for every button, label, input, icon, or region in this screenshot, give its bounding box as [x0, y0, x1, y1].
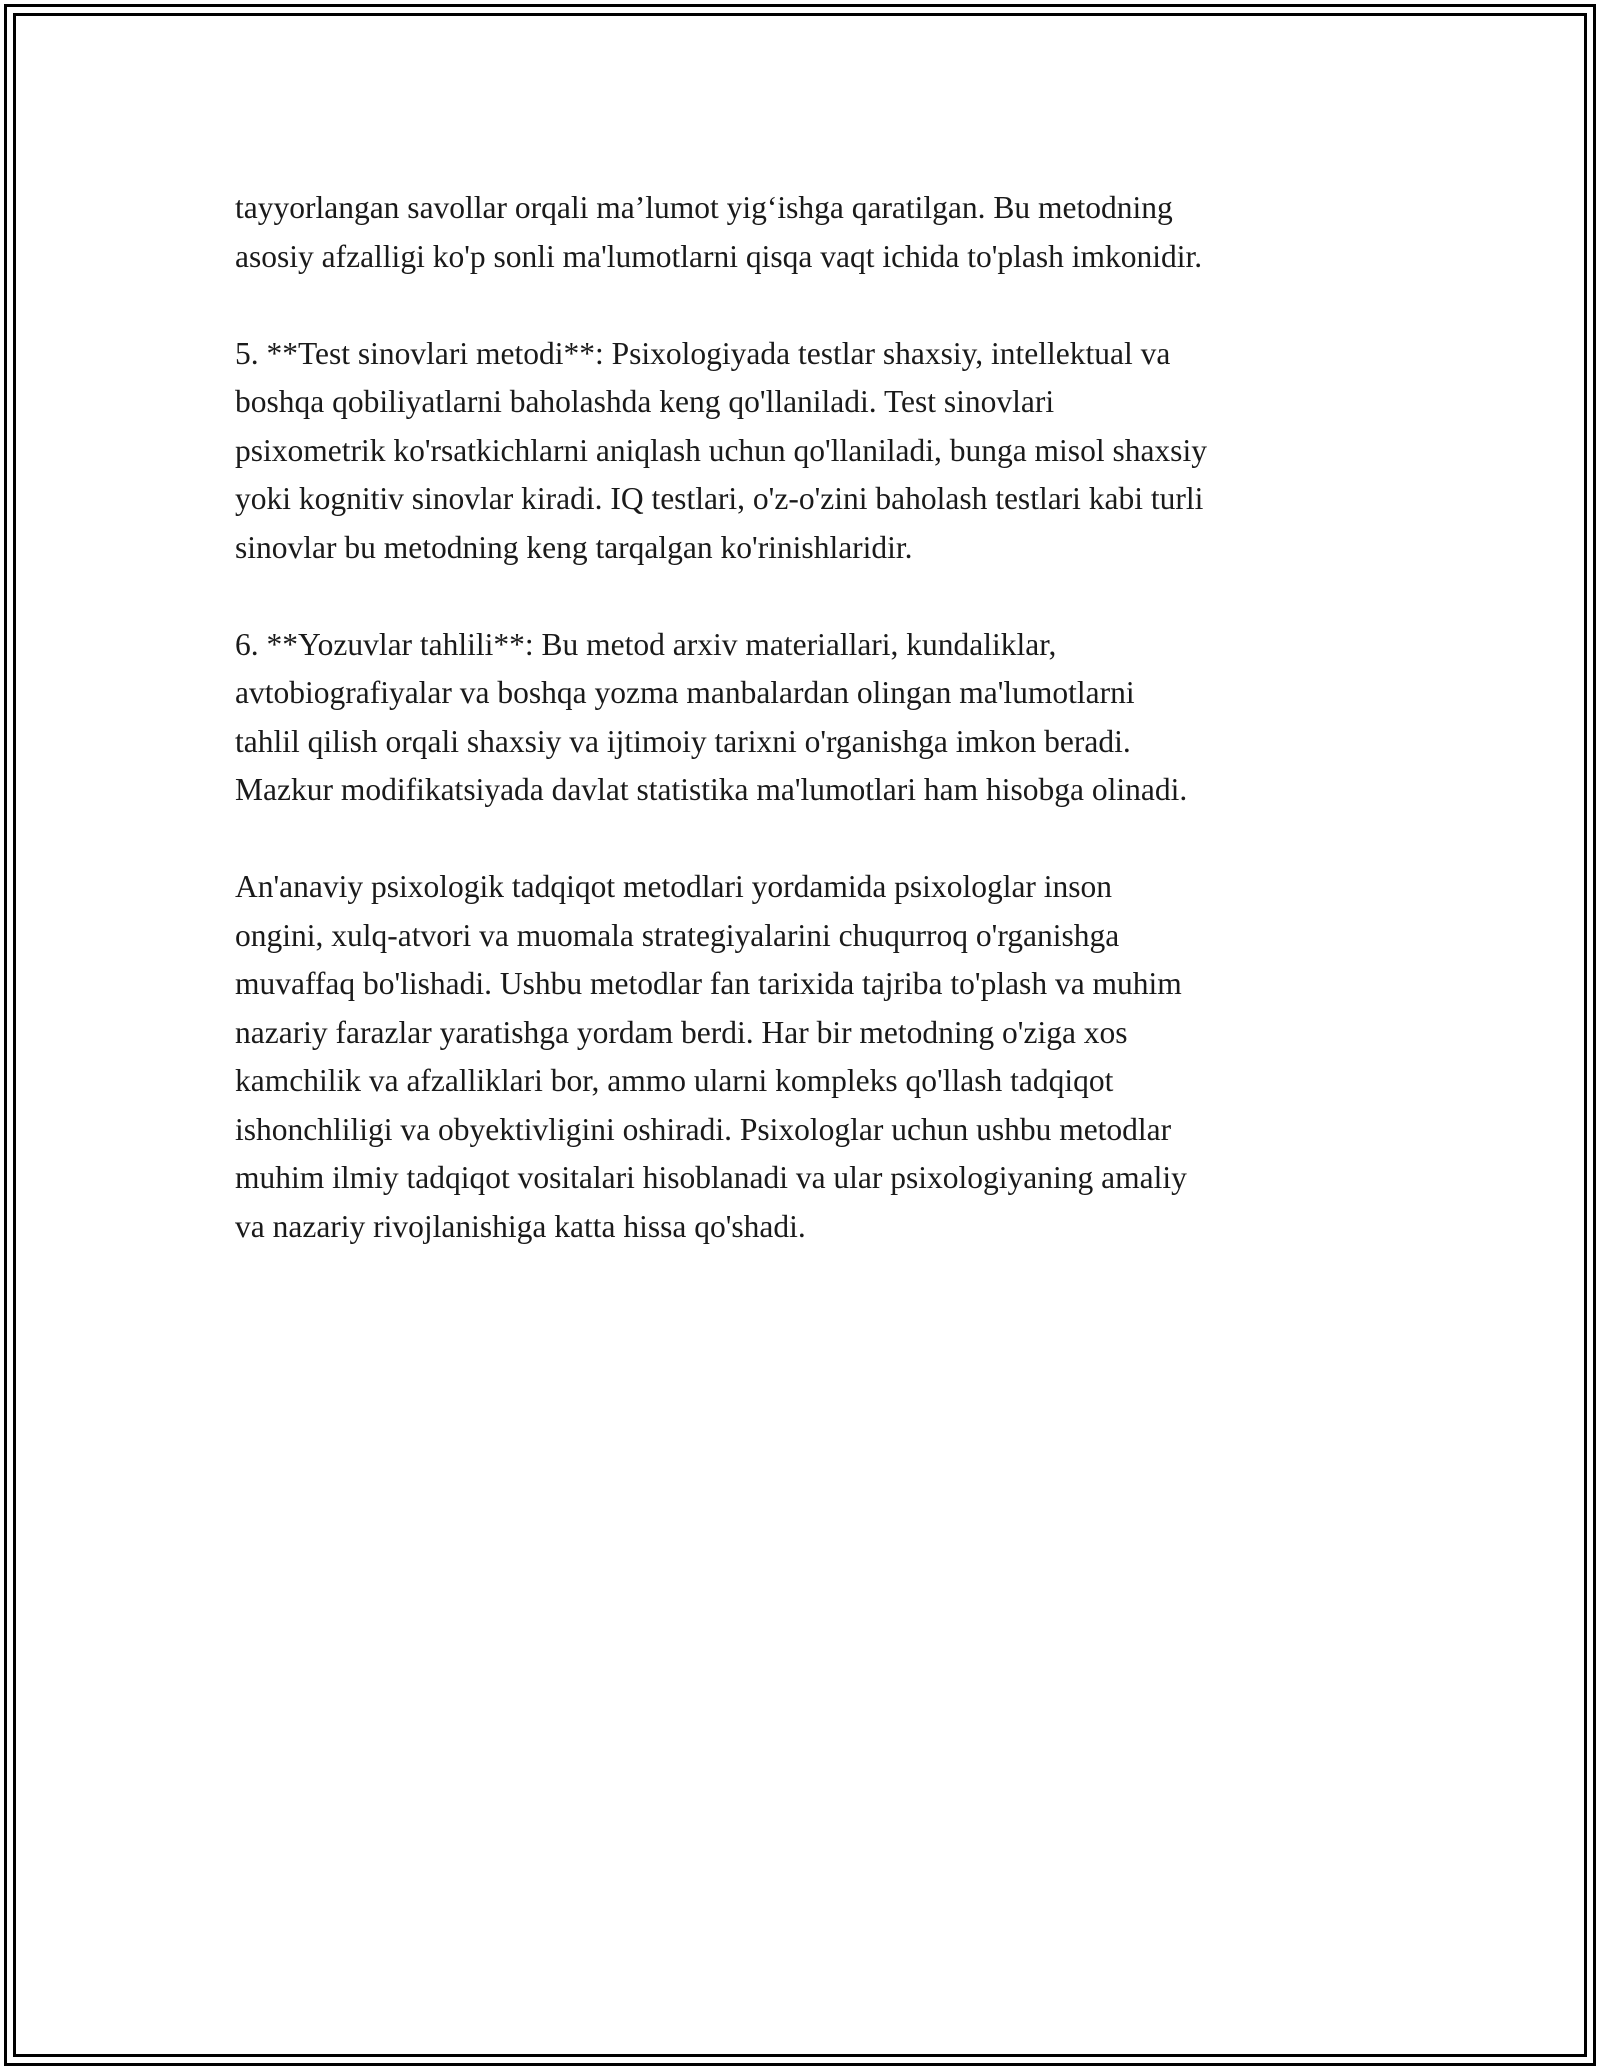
text-line: kamchilik va afzalliklari bor, ammo ularni kompleks qo'llash tadqiqot: [235, 1063, 1114, 1098]
text-line: yoki kognitiv sinovlar kiradi. IQ testlari, o'z-o'zini baholash testlari kabi turli: [235, 481, 1204, 516]
document-body: [235, 184, 1385, 1300]
text-line: psixometrik ko'rsatkichlarni aniqlash uchun qo'llaniladi, bunga misol shaxsiy: [235, 432, 1207, 468]
paragraph-survey-continuation: [235, 184, 1385, 281]
text-line: boshqa qobiliyatlarni baholashda keng qo'llaniladi. Test sinovlari: [235, 384, 1055, 419]
text-line: avtobiografiyalar va boshqa yozma manbalardan olingan ma'lumotlarni: [235, 675, 1135, 710]
text-line: ishonchliligi va obyektivligini oshiradi. Psixologlar uchun ushbu metodlar: [235, 1111, 1172, 1147]
text-line: tayyorlangan savollar orqali ma’lumot yig‘ishga qaratilgan. Bu metodning: [235, 190, 1173, 225]
text-line: va nazariy rivojlanishiga katta hissa qo'shadi.: [235, 1208, 806, 1244]
text-line: 6. **Yozuvlar tahlili**: Bu metod arxiv materiallari, kundaliklar,: [235, 626, 1057, 662]
text-line: muhim ilmiy tadqiqot vositalari hisoblanadi va ular psixologiyaning amaliy: [235, 1160, 1187, 1195]
text-line: An'anaviy psixologik tadqiqot metodlari yordamida psixologlar inson: [235, 869, 1113, 904]
text-line: sinovlar bu metodning keng tarqalgan ko'rinishlaridir.: [235, 529, 913, 565]
text-line: nazariy farazlar yaratishga yordam berdi. Har bir metodning o'ziga xos: [235, 1014, 1128, 1050]
paragraph-records-analysis: [235, 621, 1385, 815]
text-line: muvaffaq bo'lishadi. Ushbu metodlar fan tarixida tajriba to'plash va muhim: [235, 966, 1182, 1001]
paragraph-conclusion: [235, 863, 1385, 1251]
text-line: asosiy afzalligi ko'p sonli ma'lumotlarni qisqa vaqt ichida to'plash imkonidir.: [235, 238, 1203, 274]
text-line: Mazkur modifikatsiyada davlat statistika ma'lumotlari ham hisobga olinadi.: [235, 772, 1188, 807]
text-line: 5. **Test sinovlari metodi**: Psixologiyada testlar shaxsiy, intellektual va: [235, 335, 1171, 371]
text-line: ongini, xulq-atvori va muomala strategiyalarini chuqurroq o'rganishga: [235, 917, 1120, 953]
paragraph-test-method: [235, 330, 1385, 573]
text-line: tahlil qilish orqali shaxsiy va ijtimoiy tarixni o'rganishga imkon beradi.: [235, 723, 1131, 759]
